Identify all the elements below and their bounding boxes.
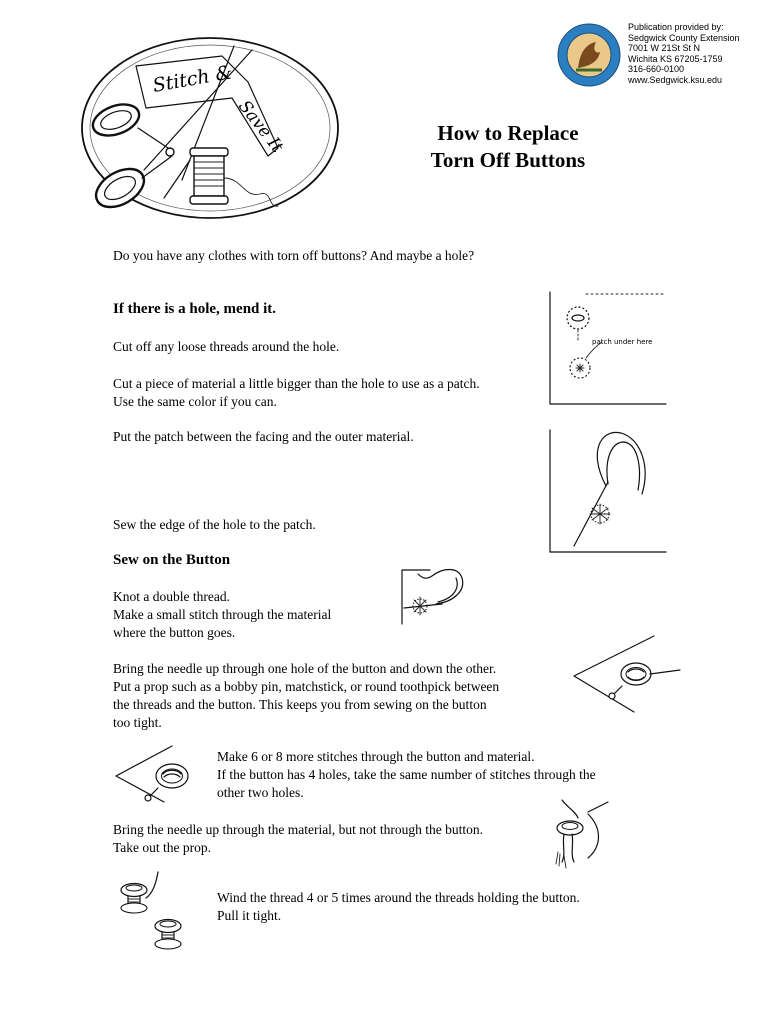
step-line: Wind the thread 4 or 5 times around the threads holding the button. xyxy=(217,890,580,905)
patch-illustration xyxy=(546,290,668,408)
publisher-address: 7001 W 21St St N xyxy=(628,43,701,54)
step-sew-edge: Sew the edge of the hole to the patch. xyxy=(113,517,316,532)
more-stitches-illustration xyxy=(112,740,212,806)
needle-up-illustration xyxy=(548,798,616,870)
step-line: Make a small stitch through the material xyxy=(113,607,332,622)
title-line-1: How to Replace xyxy=(437,121,579,145)
step-needle-up xyxy=(113,821,483,857)
publisher-line: Sedgwick County Extension xyxy=(628,32,740,43)
knot-thread-illustration xyxy=(396,562,470,630)
publisher-phone: 316-660-0100 xyxy=(628,64,685,75)
step-line: too tight. xyxy=(113,715,162,730)
county-extension-seal xyxy=(556,22,622,88)
step-line: Pull it tight. xyxy=(217,908,282,923)
step-line: other two holes. xyxy=(217,785,304,800)
step-put-patch: Put the patch between the facing and the outer material. xyxy=(113,429,414,444)
step-wind-thread xyxy=(217,889,580,925)
step-knot-thread xyxy=(113,588,331,642)
step-line: where the button goes. xyxy=(113,625,236,640)
stitch-save-logo xyxy=(72,28,342,224)
logo-text-save: Save It xyxy=(234,96,288,157)
step-cut-threads: Cut off any loose threads around the hole. xyxy=(113,339,340,354)
step-prop-between xyxy=(113,660,499,732)
publisher-city: Wichita KS 67205-1759 xyxy=(628,53,723,64)
step-line: Knot a double thread. xyxy=(113,589,230,604)
publisher-info xyxy=(628,22,740,86)
publisher-website[interactable]: www.Sedgwick.ksu.edu xyxy=(628,74,723,85)
intro-text: Do you have any clothes with torn off buttons? And maybe a hole? xyxy=(113,248,475,263)
publisher-line: Publication provided by: xyxy=(628,22,724,32)
step-line: Cut a piece of material a little bigger than the hole to use as a patch. xyxy=(113,376,480,391)
step-line: Put a prop such as a bobby pin, matchstick, or round toothpick between xyxy=(113,679,500,694)
section-heading-button: Sew on the Button xyxy=(113,552,231,568)
step-line: Bring the needle up through the material, but not through the button. xyxy=(113,822,484,837)
step-line: If the button has 4 holes, take the same number of stitches through the xyxy=(217,767,596,782)
step-line: Take out the prop. xyxy=(113,840,212,855)
section-heading-hole: If there is a hole, mend it. xyxy=(113,301,277,317)
button-prop-illustration xyxy=(570,632,690,716)
step-line: Make 6 or 8 more stitches through the button and material. xyxy=(217,749,535,764)
logo-text-stitch: Stitch & xyxy=(151,61,234,97)
page-title xyxy=(390,120,626,174)
step-line: Bring the needle up through one hole of the button and down the other. xyxy=(113,661,497,676)
wind-thread-illustration xyxy=(112,868,194,952)
mend-needle-illustration xyxy=(546,428,668,556)
patch-label: patch under here xyxy=(592,338,653,346)
step-cut-patch xyxy=(113,375,480,411)
step-more-stitches xyxy=(217,748,596,802)
title-line-2: Torn Off Buttons xyxy=(430,148,586,172)
step-line: Use the same color if you can. xyxy=(113,394,277,409)
step-line: the threads and the button. This keeps you from sewing on the button xyxy=(113,697,487,712)
